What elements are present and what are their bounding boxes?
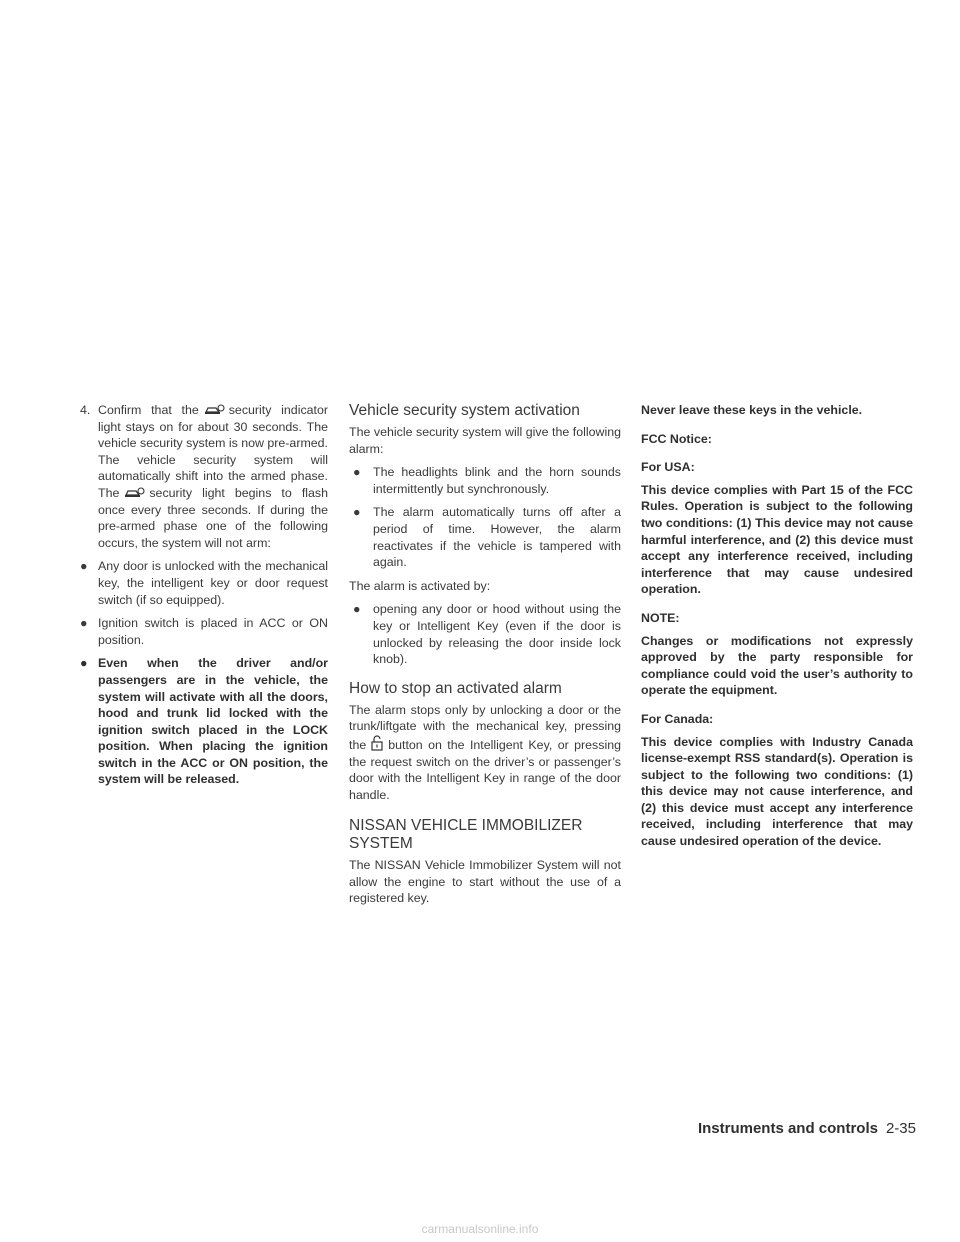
stop-text-b: button on the Intelligent Key, or pressing the request switch on the driver’s or passenger’s door with the Intelligent Key in range of the door handle.: [349, 737, 621, 802]
bullet-text: opening any door or hood without using the key or Intelligent Key (even if the door is unlocked by releasing the door inside lock knob).: [373, 602, 621, 667]
usa-text: This device complies with Part 15 of the FCC Rules. Operation is subject to the following two conditions: (1) This device may not cause harmful interference, and (2) this device must accept any interference received, including interference that may cause undesired operation.: [641, 482, 913, 597]
step-number: 4.: [80, 403, 91, 417]
bullet-icon: ●: [353, 602, 361, 617]
never-leave-keys: Never leave these keys in the vehicle.: [641, 403, 863, 417]
bullet-icon: ●: [80, 559, 88, 574]
list-item: [353, 601, 621, 667]
step4-text-c: security light begins to flash once every three seconds. If during the pre-armed phase one of the following occurs, the system will not arm:: [98, 485, 328, 550]
canada-text: This device complies with Industry Canada license-exempt RSS standard(s). Operation is subject to the following two conditions: (1) this device may not cause interference, and (2) this device must accept any interference received, including interference that may cause undesired operation of the device.: [641, 734, 913, 849]
list-item: [353, 464, 621, 497]
list-item: [80, 615, 328, 648]
for-canada-label: For Canada:: [641, 711, 714, 726]
page-number: 2-35: [885, 1120, 916, 1137]
step4-text-b: security indicator light stays on for about 30 seconds. The vehicle security system is now pre-armed. The vehicle security system will automatically shift into the armed phase. The: [98, 403, 328, 500]
heading-immobilizer-line2: SYSTEM: [349, 835, 413, 853]
list-item: [353, 504, 621, 570]
stop-text-a: The alarm stops only by unlocking a door or the trunk/liftgate with the mechanical key, pressing the: [349, 702, 621, 752]
activation-intro: The vehicle security system will give the following alarm:: [349, 425, 621, 456]
step4-text-a: Confirm that the: [98, 403, 199, 417]
unlock-button-icon: [370, 735, 384, 751]
step-4: [80, 402, 328, 551]
car-security-indicator-icon: [123, 487, 145, 499]
bullet-icon: ●: [80, 656, 88, 671]
heading-stop-alarm: How to stop an activated alarm: [349, 679, 562, 697]
bullet-text-bold: Even when the driver and/or passengers are in the vehicle, the system will activate with all the doors, hood and trunk lid locked with the ignition switch placed in the LOCK position. When placing the ignition switch in the ACC or ON position, the system will be released.: [98, 656, 328, 787]
bullet-text: The alarm automatically turns off after a period of time. However, the alarm reactivates if the vehicle is tampered with again.: [373, 505, 621, 570]
stop-alarm-text: [349, 702, 621, 804]
note-label: NOTE:: [641, 610, 680, 625]
watermark: carmanualsonline.info: [421, 1222, 539, 1236]
bullet-text: Ignition switch is placed in ACC or ON position.: [98, 616, 328, 647]
bullet-icon: ●: [80, 616, 88, 631]
note-text: Changes or modifications not expressly approved by the party responsible for compliance could void the user’s authority to operate the equipment.: [641, 633, 913, 698]
for-usa-label: For USA:: [641, 460, 695, 475]
heading-immobilizer: [349, 817, 621, 853]
heading-immobilizer-line1: NISSAN VEHICLE IMMOBILIZER: [349, 817, 583, 835]
column-right: [641, 402, 913, 862]
activated-by: The alarm is activated by:: [349, 578, 491, 593]
list-item: [80, 655, 328, 788]
section-title: Instruments and controls: [697, 1120, 878, 1137]
bullet-icon: ●: [353, 465, 361, 480]
car-security-indicator-icon: [203, 404, 225, 416]
page-footer: [698, 1120, 916, 1137]
heading-activation: Vehicle security system activation: [349, 402, 580, 419]
fcc-notice-label: FCC Notice:: [641, 431, 712, 446]
bullet-text: Any door is unlocked with the mechanical key, the intelligent key or door request switch (if so equipped).: [98, 559, 328, 607]
column-middle: [349, 402, 621, 914]
bullet-icon: ●: [353, 505, 361, 520]
immobilizer-text: The NISSAN Vehicle Immobilizer System will not allow the engine to start without the use of a registered key.: [349, 858, 621, 906]
column-left: [80, 402, 328, 795]
list-item: [80, 558, 328, 608]
bullet-text: The headlights blink and the horn sounds intermittently but synchronously.: [373, 465, 621, 496]
